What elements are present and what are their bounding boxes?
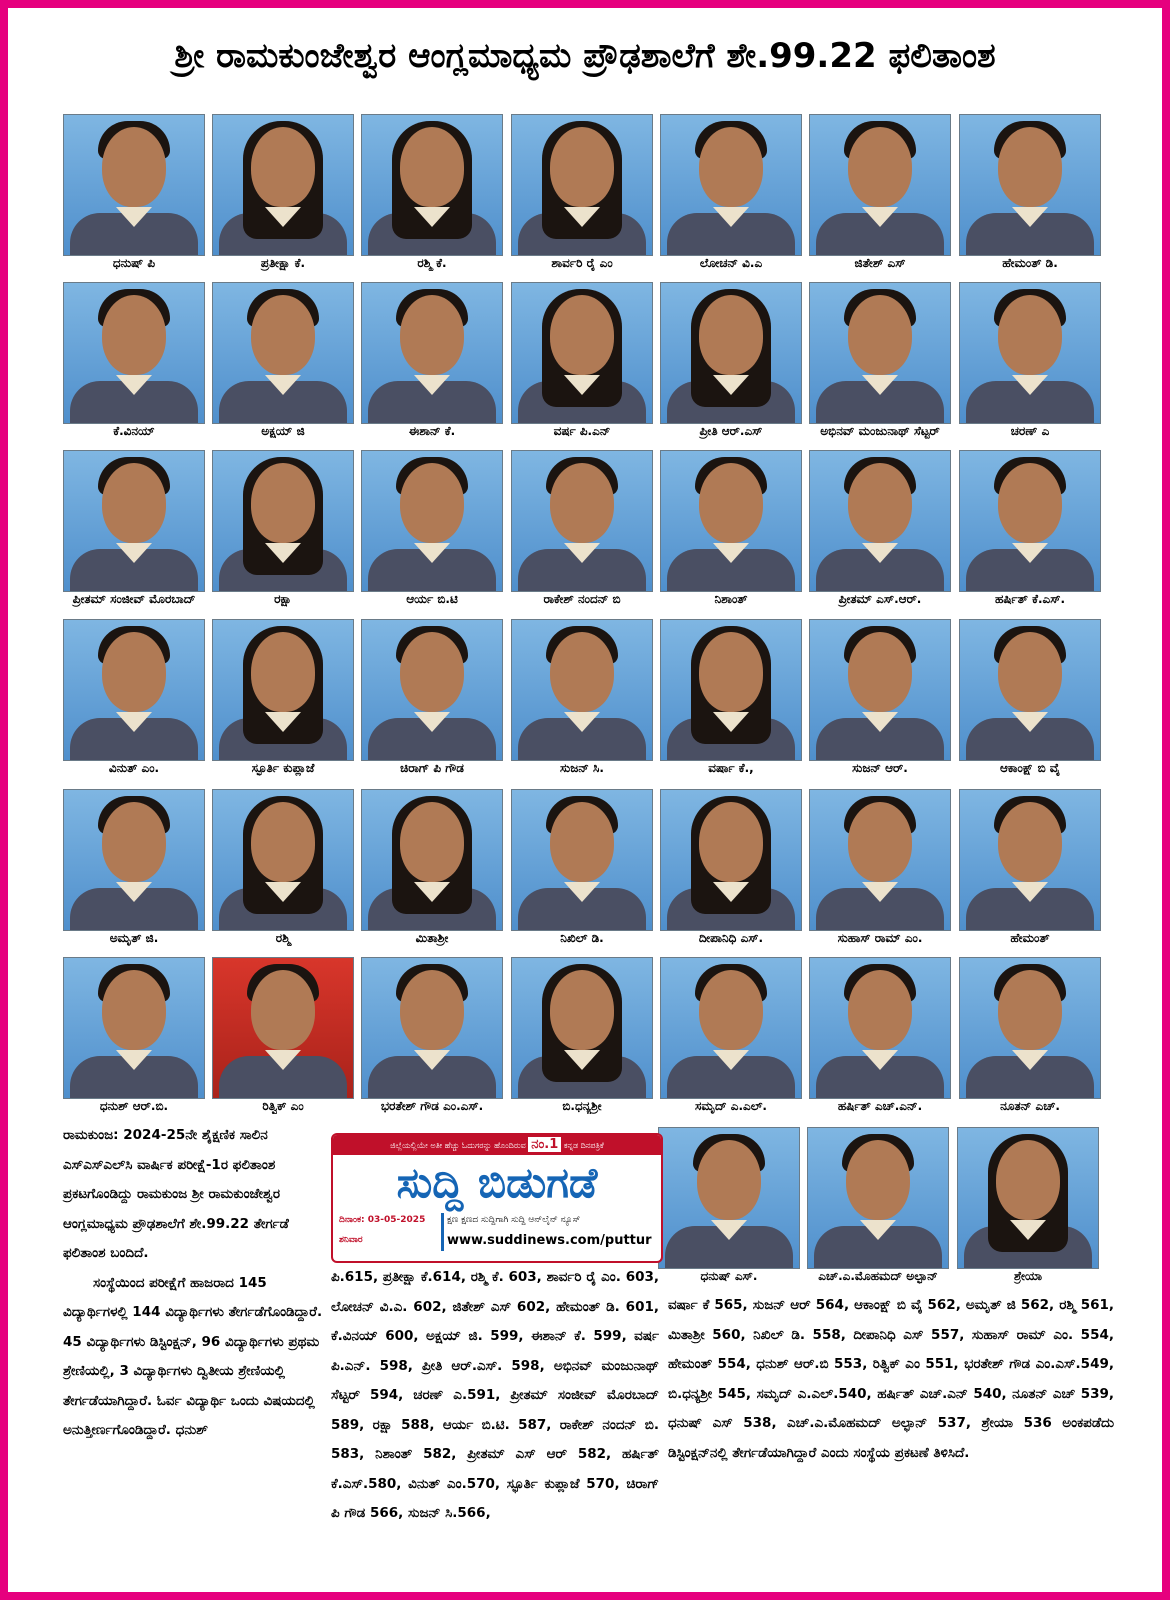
student-photo: [959, 114, 1101, 256]
student-photo: [212, 282, 354, 424]
student-photo: [660, 789, 802, 931]
student-photo: [660, 450, 802, 592]
face-shape: [846, 1140, 910, 1220]
student-card: [361, 282, 503, 452]
student-name: ವರ್ಷಾ ಕೆ.,: [708, 761, 754, 775]
face-shape: [251, 632, 315, 712]
student-name: ಅಮೃತ್ ಜಿ.: [109, 931, 159, 945]
student-name: ಸುಜನ್ ಸಿ.: [560, 761, 604, 775]
student-card: [212, 789, 354, 959]
student-card: [63, 114, 205, 284]
student-photo: [212, 450, 354, 592]
student-photo: [361, 282, 503, 424]
student-name: ಬಿ.ಧನ್ಯಶ್ರೀ: [562, 1099, 602, 1113]
face-shape: [699, 295, 763, 375]
student-photo: [807, 1127, 949, 1269]
student-name: ರಶ್ಮಿ ಕೆ.: [417, 256, 447, 270]
student-photo: [809, 619, 951, 761]
face-shape: [697, 1140, 761, 1220]
student-name: ಸ್ಫೂರ್ತಿ ಕುಪ್ಲಾಜೆ: [251, 761, 315, 775]
student-photo: [212, 957, 354, 1099]
student-card: [809, 114, 951, 284]
student-card: [63, 282, 205, 452]
article-column-right: ವರ್ಷಾ ಕೆ 565, ಸುಜನ್ ಆರ್ 564, ಆಕಾಂಕ್ಷ್ ಬಿ ವೈ 562, ಅಮೃತ್ ಜಿ 562, ರಶ್ಮಿ 561, ಮಿತಾಶ್ರೀ 560, ನಿಖಿಲ್ ಡಿ. 558, ದೀಪಾನಿಧಿ ಎಸ್ 557, ಸುಹಾಸ್ ರಾಮ್ ಎಂ. 554, ಹೇಮಂತ್ 554, ಧನುಶ್ ಆರ್.ಬಿ 553, ರಿತ್ವಿಕ್ ಎಂ 551, ಭರತೇಶ್ ಗೌಡ ಎಂ.ಎಸ್.549, ಬಿ.ಧನ್ಯಶ್ರೀ 545, ಸಮೃದ್ ಎ.ಎಲ್.540, ಹರ್ಷಿತ್ ಎಚ್.ಎನ್ 540, ನೂತನ್ ಎಚ್ 539, ಧನುಷ್ ಎಸ್ 538, ಎಚ್.ಎ.ಮೊಹಮದ್ ಅಲ್ಫಾನ್ 537, ಶ್ರೇಯಾ 536 ಅಂಕಪಡೆದು ಡಿಸ್ಟಿಂಕ್ಷನ್‌ನಲ್ಲಿ ತೇರ್ಗಡೆಯಾಗಿದ್ದಾರೆ ಎಂದು ಸಂಸ್ಥೆಯ ಪ್ರಕಟಣೆ ತಿಳಿಸಿದೆ.: [668, 1297, 1114, 1461]
face-shape: [251, 127, 315, 207]
student-card: [511, 957, 653, 1127]
student-photo: [361, 789, 503, 931]
face-shape: [550, 295, 614, 375]
student-card: [959, 619, 1101, 789]
face-shape: [848, 970, 912, 1050]
student-card: [809, 789, 951, 959]
student-photo: [361, 957, 503, 1099]
masthead-top-line-end: ಕನ್ನಡ ದಿನಪತ್ರಿಕೆ: [563, 1141, 604, 1150]
student-card: [511, 450, 653, 620]
student-photo: [361, 450, 503, 592]
student-card: [959, 282, 1101, 452]
student-name: ಅಕ್ಷಯ್ ಜಿ: [261, 424, 305, 438]
article-column-middle: ಪಿ.615, ಪ್ರತೀಕ್ಷಾ ಕೆ.614, ರಶ್ಮಿ ಕೆ. 603, ಶಾರ್ವರಿ ರೈ ಎಂ. 603, ಲೋಚನ್ ವಿ.ಎ. 602, ಜಿತೇಶ್ ಎಸ್ 602, ಹೇಮಂತ್ ಡಿ. 601, ಕೆ.ವಿನಯ್ 600, ಅಕ್ಷಯ್ ಜಿ. 599, ಈಶಾನ್ ಕೆ. 599, ವರ್ಷ ಪಿ.ಎನ್. 598, ಪ್ರೀತಿ ಆರ್.ಎಸ್. 598, ಅಭಿನವ್ ಮಂಜುನಾಥ್ ಸೆಟ್ಟರ್ 594, ಚರಣ್ ಎ.591, ಪ್ರೀತಮ್ ಸಂಜೀವ್ ಮೊರಬಾದ್ 589, ರಕ್ಷಾ 588, ಆರ್ಯ ಬಿ.ಟಿ. 587, ರಾಕೇಶ್ ನಂದನ್ ಬಿ. 583, ನಿಶಾಂತ್ 582, ಪ್ರೀತಮ್ ಎಸ್ ಆರ್ 582, ಹರ್ಷಿತ್ ಕೆ.ಎಸ್.580, ವಿನುತ್ ಎಂ.570, ಸ್ಫೂರ್ತಿ ಕುಪ್ಲಾಜೆ 570, ಚಿರಾಗ್ ಪಿ ಗೌಡ 566, ಸುಜನ್ ಸಿ.566,: [331, 1269, 659, 1521]
student-card: [660, 957, 802, 1127]
newspaper-masthead: [331, 1133, 663, 1263]
masthead-top-line: ಜಿಲ್ಲೆಯಲ್ಲಿಯೇ ಅತೀ ಹೆಚ್ಚು ಓದುಗರನ್ನು ಹೊಂದಿರುವ: [390, 1141, 526, 1150]
student-photo: [63, 282, 205, 424]
face-shape: [848, 127, 912, 207]
face-shape: [400, 632, 464, 712]
masthead-divider: [441, 1213, 444, 1251]
student-photo: [511, 957, 653, 1099]
face-shape: [699, 632, 763, 712]
student-photo: [63, 957, 205, 1099]
face-shape: [550, 802, 614, 882]
student-name: ಧನುಶ್ ಆರ್.ಬಿ.: [99, 1099, 169, 1113]
student-name: ರಶ್ಮಿ: [275, 931, 291, 945]
face-shape: [998, 463, 1062, 543]
masthead-tagline: ಕ್ಷಣ ಕ್ಷಣದ ಸುದ್ದಿಗಾಗಿ ಸುದ್ದಿ ಆನ್‌ಲೈನ್ ನ್ಯೂಸ್: [447, 1215, 581, 1225]
student-card: [63, 957, 205, 1127]
student-photo: [660, 114, 802, 256]
masthead-top-strip: [333, 1135, 661, 1155]
masthead-day: ಶನಿವಾರ: [339, 1235, 363, 1245]
student-card: [658, 1127, 800, 1297]
student-card: [63, 789, 205, 959]
student-card: [361, 450, 503, 620]
student-photo: [660, 619, 802, 761]
face-shape: [699, 127, 763, 207]
student-card: [361, 789, 503, 959]
face-shape: [102, 127, 166, 207]
student-card: [212, 450, 354, 620]
student-photo: [361, 619, 503, 761]
student-card: [959, 789, 1101, 959]
student-name: ವರ್ಷ ಪಿ.ಎನ್: [553, 424, 611, 438]
face-shape: [998, 127, 1062, 207]
student-name: ಶಾರ್ವರಿ ರೈ ಎಂ: [551, 256, 613, 270]
student-photo: [63, 619, 205, 761]
face-shape: [251, 802, 315, 882]
student-name: ಧನುಷ್ ಪಿ: [112, 256, 156, 270]
student-name: ವಿನುತ್ ಎಂ.: [108, 761, 160, 775]
student-card: [959, 114, 1101, 284]
student-card: [660, 450, 802, 620]
face-shape: [251, 970, 315, 1050]
face-shape: [251, 295, 315, 375]
student-card: [212, 619, 354, 789]
student-name: ಸುಹಾಸ್ ರಾಮ್ ಎಂ.: [837, 931, 923, 945]
student-photo: [63, 789, 205, 931]
student-card: [660, 282, 802, 452]
student-photo: [660, 957, 802, 1099]
student-card: [511, 789, 653, 959]
student-name: ದೀಪಾನಿಧಿ ಎಸ್.: [698, 931, 764, 945]
student-card: [660, 789, 802, 959]
student-photo: [212, 619, 354, 761]
page-title: ಶ್ರೀ ರಾಮಕುಂಜೇಶ್ವರ ಆಂಗ್ಲಮಾಧ್ಯಮ ಪ್ರೌಢಶಾಲೆಗೆ ಶೇ.99.22 ಫಲಿತಾಂಶ: [174, 36, 996, 76]
student-photo: [809, 282, 951, 424]
student-name: ನಿಖಿಲ್ ಡಿ.: [560, 931, 604, 945]
student-card: [63, 450, 205, 620]
face-shape: [102, 295, 166, 375]
student-photo: [511, 114, 653, 256]
student-name: ಕೆ.ವಿನಯ್: [113, 424, 155, 438]
face-shape: [848, 463, 912, 543]
student-name: ಶ್ರೇಯಾ: [1013, 1269, 1043, 1283]
student-card: [809, 619, 951, 789]
student-photo: [212, 789, 354, 931]
student-card: [212, 114, 354, 284]
student-card: [807, 1127, 949, 1297]
face-shape: [848, 632, 912, 712]
student-name: ಪ್ರೀತಮ್ ಎಸ್.ಆರ್.: [838, 592, 922, 606]
face-shape: [998, 970, 1062, 1050]
student-card: [809, 450, 951, 620]
student-name: ರಿತ್ವಿಕ್ ಎಂ: [262, 1099, 304, 1113]
student-photo: [212, 114, 354, 256]
student-name: ನಿಶಾಂತ್: [714, 592, 748, 606]
article-para-1: ರಾಮಕುಂಜ: 2024-25ನೇ ಶೈಕ್ಷಣಿಕ ಸಾಲಿನ ಎಸ್‌ಎಸ್‌ಎಲ್‌ಸಿ ವಾರ್ಷಿಕ ಪರೀಕ್ಷೆ-1ರ ಫಲಿತಾಂಶ ಪ್ರಕಟಗೊಂಡಿದ್ದು ರಾಮಕುಂಜ ಶ್ರೀ ರಾಮಕುಂಜೇಶ್ವರ ಆಂಗ್ಲಮಾಧ್ಯಮ ಪ್ರೌಢಶಾಲೆಗೆ ಶೇ.99.22 ತೇರ್ಗಡೆ ಫಲಿತಾಂಶ ಬಂದಿದೆ.: [63, 1127, 289, 1261]
masthead-number-one: ನಂ.1: [528, 1137, 561, 1152]
masthead-url: www.suddinews.com/puttur: [447, 1233, 652, 1248]
student-name: ರಾಕೇಶ್ ನಂದನ್ ಬಿ: [543, 592, 621, 606]
student-name: ಹರ್ಷಿತ್ ಎಚ್.ಎನ್.: [837, 1099, 923, 1113]
student-name: ಭರತೇಶ್ ಗೌಡ ಎಂ.ಎಸ್.: [380, 1099, 484, 1113]
student-name: ಲೋಚನ್ ವಿ.ಎ: [699, 256, 763, 270]
masthead-logo: ಸುದ್ದಿ ಬಿಡುಗಡೆ: [396, 1158, 598, 1207]
article-column-left: [63, 1121, 327, 1446]
student-card: [212, 957, 354, 1127]
student-photo: [809, 450, 951, 592]
face-shape: [400, 970, 464, 1050]
face-shape: [102, 463, 166, 543]
face-shape: [996, 1140, 1060, 1220]
face-shape: [550, 970, 614, 1050]
face-shape: [102, 802, 166, 882]
face-shape: [400, 802, 464, 882]
student-card: [511, 114, 653, 284]
article-para-2: ಸಂಸ್ಥೆಯಿಂದ ಪರೀಕ್ಷೆಗೆ ಹಾಜರಾದ 145 ವಿದ್ಯಾರ್ಥಿಗಳಲ್ಲಿ 144 ವಿದ್ಯಾರ್ಥಿಗಳು ತೇರ್ಗಡೆಗೊಂಡಿದ್ದಾರೆ. 45 ವಿದ್ಯಾರ್ಥಿಗಳು ಡಿಸ್ಟಿಂಕ್ಷನ್, 96 ವಿದ್ಯಾರ್ಥಿಗಳು ಪ್ರಥಮ ಶ್ರೇಣಿಯಲ್ಲಿ, 3 ವಿದ್ಯಾರ್ಥಿಗಳು ದ್ವಿತೀಯ ಶ್ರೇಣಿಯಲ್ಲಿ ತೇರ್ಗಡೆಯಾಗಿದ್ದಾರೆ. ಓರ್ವ ವಿದ್ಯಾರ್ಥಿ ಒಂದು ವಿಷಯದಲ್ಲಿ ಅನುತ್ತೀರ್ಣಗೊಂಡಿದ್ದಾರೆ. ಧನುಶ್: [63, 1274, 323, 1438]
face-shape: [848, 295, 912, 375]
student-photo: [809, 114, 951, 256]
student-photo: [959, 450, 1101, 592]
student-card: [361, 114, 503, 284]
student-name: ನೂತನ್ ಎಚ್.: [1000, 1099, 1060, 1113]
student-name: ಪ್ರತೀಕ್ಷಾ ಕೆ.: [260, 256, 306, 270]
face-shape: [699, 970, 763, 1050]
student-photo: [959, 789, 1101, 931]
student-name: ಪ್ರೀತಿ ಆರ್.ಎಸ್: [699, 424, 763, 438]
student-photo: [660, 282, 802, 424]
student-name: ಚರಣ್ ಎ: [1010, 424, 1050, 438]
student-photo: [361, 114, 503, 256]
student-name: ಈಶಾನ್ ಕೆ.: [408, 424, 456, 438]
student-photo: [511, 619, 653, 761]
student-card: [660, 114, 802, 284]
student-name: ಆಕಾಂಕ್ಷ್ ಬಿ ವೈ: [999, 761, 1061, 775]
student-photo: [809, 789, 951, 931]
student-card: [511, 619, 653, 789]
student-photo: [658, 1127, 800, 1269]
student-name: ಚಿರಾಗ್ ಪಿ ಗೌಡ: [400, 761, 464, 775]
student-card: [361, 619, 503, 789]
student-name: ಸಮೃದ್ ಎ.ಎಲ್.: [695, 1099, 767, 1113]
face-shape: [251, 463, 315, 543]
student-card: [212, 282, 354, 452]
student-name: ಎಚ್.ಎ.ಮೊಹಮದ್ ಅಲ್ಫಾನ್: [818, 1269, 938, 1283]
student-name: ಹೇಮಂತ್: [1010, 931, 1050, 945]
student-name: ರಕ್ಷಾ: [274, 592, 292, 606]
student-photo: [511, 282, 653, 424]
face-shape: [550, 127, 614, 207]
student-name: ಸುಜನ್ ಆರ್.: [852, 761, 908, 775]
student-card: [809, 957, 951, 1127]
student-name: ಪ್ರೀತಮ್ ಸಂಜೀವ್ ಮೊರಬಾದ್: [72, 592, 196, 606]
student-name: ಹೇಮಂತ್ ಡಿ.: [1002, 256, 1058, 270]
face-shape: [699, 463, 763, 543]
student-photo: [957, 1127, 1099, 1269]
student-photo: [511, 450, 653, 592]
student-photo: [959, 957, 1101, 1099]
face-shape: [400, 127, 464, 207]
student-card: [959, 957, 1101, 1127]
student-card: [957, 1127, 1099, 1297]
student-card: [959, 450, 1101, 620]
face-shape: [550, 463, 614, 543]
student-photo: [63, 114, 205, 256]
student-card: [660, 619, 802, 789]
masthead-date: ದಿನಾಂಕ: 03-05-2025: [339, 1215, 426, 1225]
student-card: [361, 957, 503, 1127]
student-name: ಧನುಷ್ ಎಸ್.: [700, 1269, 758, 1283]
student-card: [63, 619, 205, 789]
face-shape: [699, 802, 763, 882]
face-shape: [848, 802, 912, 882]
face-shape: [998, 295, 1062, 375]
student-photo: [809, 957, 951, 1099]
student-name: ಮಿತಾಶ್ರೀ: [415, 931, 449, 945]
face-shape: [102, 970, 166, 1050]
student-photo: [959, 619, 1101, 761]
face-shape: [550, 632, 614, 712]
student-photo: [511, 789, 653, 931]
face-shape: [400, 463, 464, 543]
student-photo: [63, 450, 205, 592]
student-card: [809, 282, 951, 452]
student-name: ಆರ್ಯ ಬಿ.ಟಿ: [406, 592, 458, 606]
student-name: ಜಿತೇಶ್ ಎಸ್: [854, 256, 906, 270]
student-name: ಹರ್ಷಿತ್ ಕೆ.ಎಸ್.: [994, 592, 1066, 606]
face-shape: [998, 802, 1062, 882]
face-shape: [998, 632, 1062, 712]
face-shape: [102, 632, 166, 712]
face-shape: [400, 295, 464, 375]
student-photo: [959, 282, 1101, 424]
student-name: ಅಭಿನವ್ ಮಂಜುನಾಥ್ ಸೆಟ್ಟರ್: [820, 424, 940, 438]
student-card: [511, 282, 653, 452]
